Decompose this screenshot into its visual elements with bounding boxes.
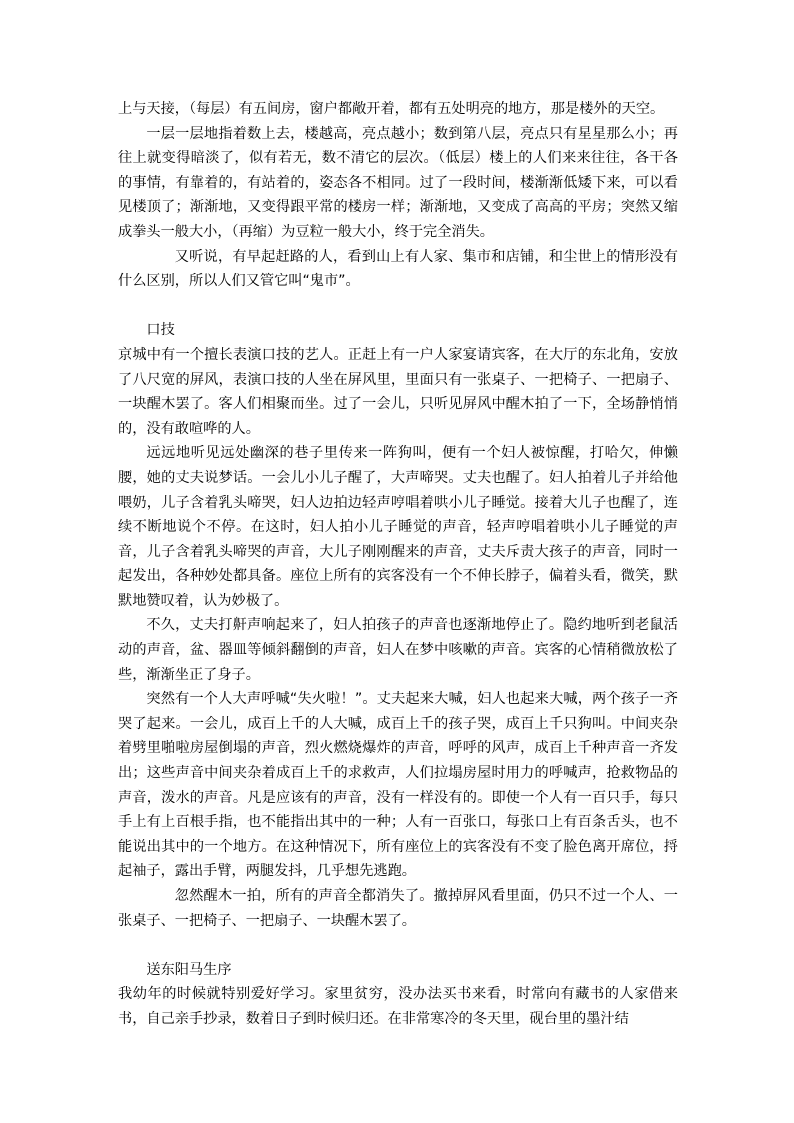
paragraph: 突然有一个人大声呼喊“失火啦！”。丈夫起来大喊，妇人也起来大喊，两个孩子一齐哭了起来。一会儿，成百上千的人大喊，成百上千的孩子哭，成百上千只狗叫。中间夹杂着劈里啪啦房屋倒塌的声音，烈火燃烧爆炸的声音，呼呼的风声，成百上千种声音一齐发出；这些声音中间夹杂着成百上千的求救声，人们拉塌房屋时用力的呼喊声，抢救物品的声音，泼水的声音。凡是应该有的声音，没有一样没有的。即使一个人有一百只手，每只手上有上百根手指，也不能指出其中的一种；人有一百张口，每张口上有百条舌头，也不能说出其中的一个地方。在这种情况下，所有座位上的宾客没有不变了脸色离开席位，捋起袖子，露出手臂，两腿发抖，几乎想先逃跑。 xyxy=(118,691,678,880)
paragraph: 一层一层地指着数上去，楼越高，亮点越小；数到第八层，亮点只有星星那么小；再往上就变得暗淡了，似有若无，数不清它的层次。（低层）楼上的人们来来往往，各干各的事情，有靠着的，有站着的，姿态各不相同。过了一段时间，楼渐渐低矮下来，可以看见楼顶了；渐渐地，又变得跟平常的楼房一样；渐渐地，又变成了高高的平房；突然又缩成拳头一般大小，（再缩）为豆粒一般大小，终于完全消失。 xyxy=(118,125,678,240)
paragraph: 上与天接，（每层）有五间房，窗户都敞开着，都有五处明亮的地方，那是楼外的天空。 xyxy=(118,101,665,117)
paragraph: 远远地听见远处幽深的巷子里传来一阵狗叫，便有一个妇人被惊醒，打哈欠，伸懒腰，她的丈夫说梦话。一会儿小儿子醒了，大声啼哭。丈夫也醒了。妇人拍着儿子并给他喂奶，儿子含着乳头啼哭，妇人边拍边轻声哼唱着哄小儿子睡觉。接着大儿子也醒了，连续不断地说个不停。在这时，妇人拍小儿子睡觉的声音，轻声哼唱着哄小儿子睡觉的声音，儿子含着乳头啼哭的声音，大儿子刚刚醒来的声音，丈夫斥责大孩子的声音，同时一起发出，各种妙处都具备。座位上所有的宾客没有一个不伸长脖子，偏着头看，微笑，默默地赞叹着，认为妙极了。 xyxy=(118,445,678,609)
section-spacer xyxy=(118,294,678,319)
section-spacer xyxy=(118,933,678,958)
document-page xyxy=(118,97,678,1032)
section-song-dongyang xyxy=(118,958,678,1032)
paragraph: 又听说，有早起赶路的人，看到山上有人家、集市和店铺，和尘世上的情形没有什么区别，所以人们又管它叫“鬼市”。 xyxy=(118,248,678,290)
section-ghost-market xyxy=(118,97,678,294)
paragraph: 京城中有一个擅长表演口技的艺人。正赶上有一户人家宴请宾客，在大厅的东北角，安放了八尺宽的屏风，表演口技的人坐在屏风里，里面只有一张桌子、一把椅子、一把扇子、一块醒木罢了。客人们相聚而坐。过了一会儿，只听见屏风中醒木拍了一下，全场静悄悄的，没有敢喧哗的人。 xyxy=(118,346,678,437)
paragraph: 我幼年的时候就特别爱好学习。家里贫穷，没办法买书来看，时常向有藏书的人家借来书，自己亲手抄录，数着日子到时候归还。在非常寒冷的冬天里，砚台里的墨汁结 xyxy=(118,986,678,1027)
section-title: 送东阳马生序 xyxy=(146,961,232,978)
paragraph: 忽然醒木一拍，所有的声音全都消失了。撤掉屏风看里面，仍只不过一个人、一张桌子、一把椅子、一把扇子、一块醒木罢了。 xyxy=(118,888,678,929)
section-title: 口技 xyxy=(146,322,175,339)
paragraph: 不久，丈夫打鼾声响起来了，妇人拍孩子的声音也逐渐地停止了。隐约地听到老鼠活动的声音，盆、器皿等倾斜翻倒的声音，妇人在梦中咳嗽的声音。宾客的心情稍微放松了些，渐渐坐正了身子。 xyxy=(118,617,678,683)
section-kouji xyxy=(118,318,678,933)
